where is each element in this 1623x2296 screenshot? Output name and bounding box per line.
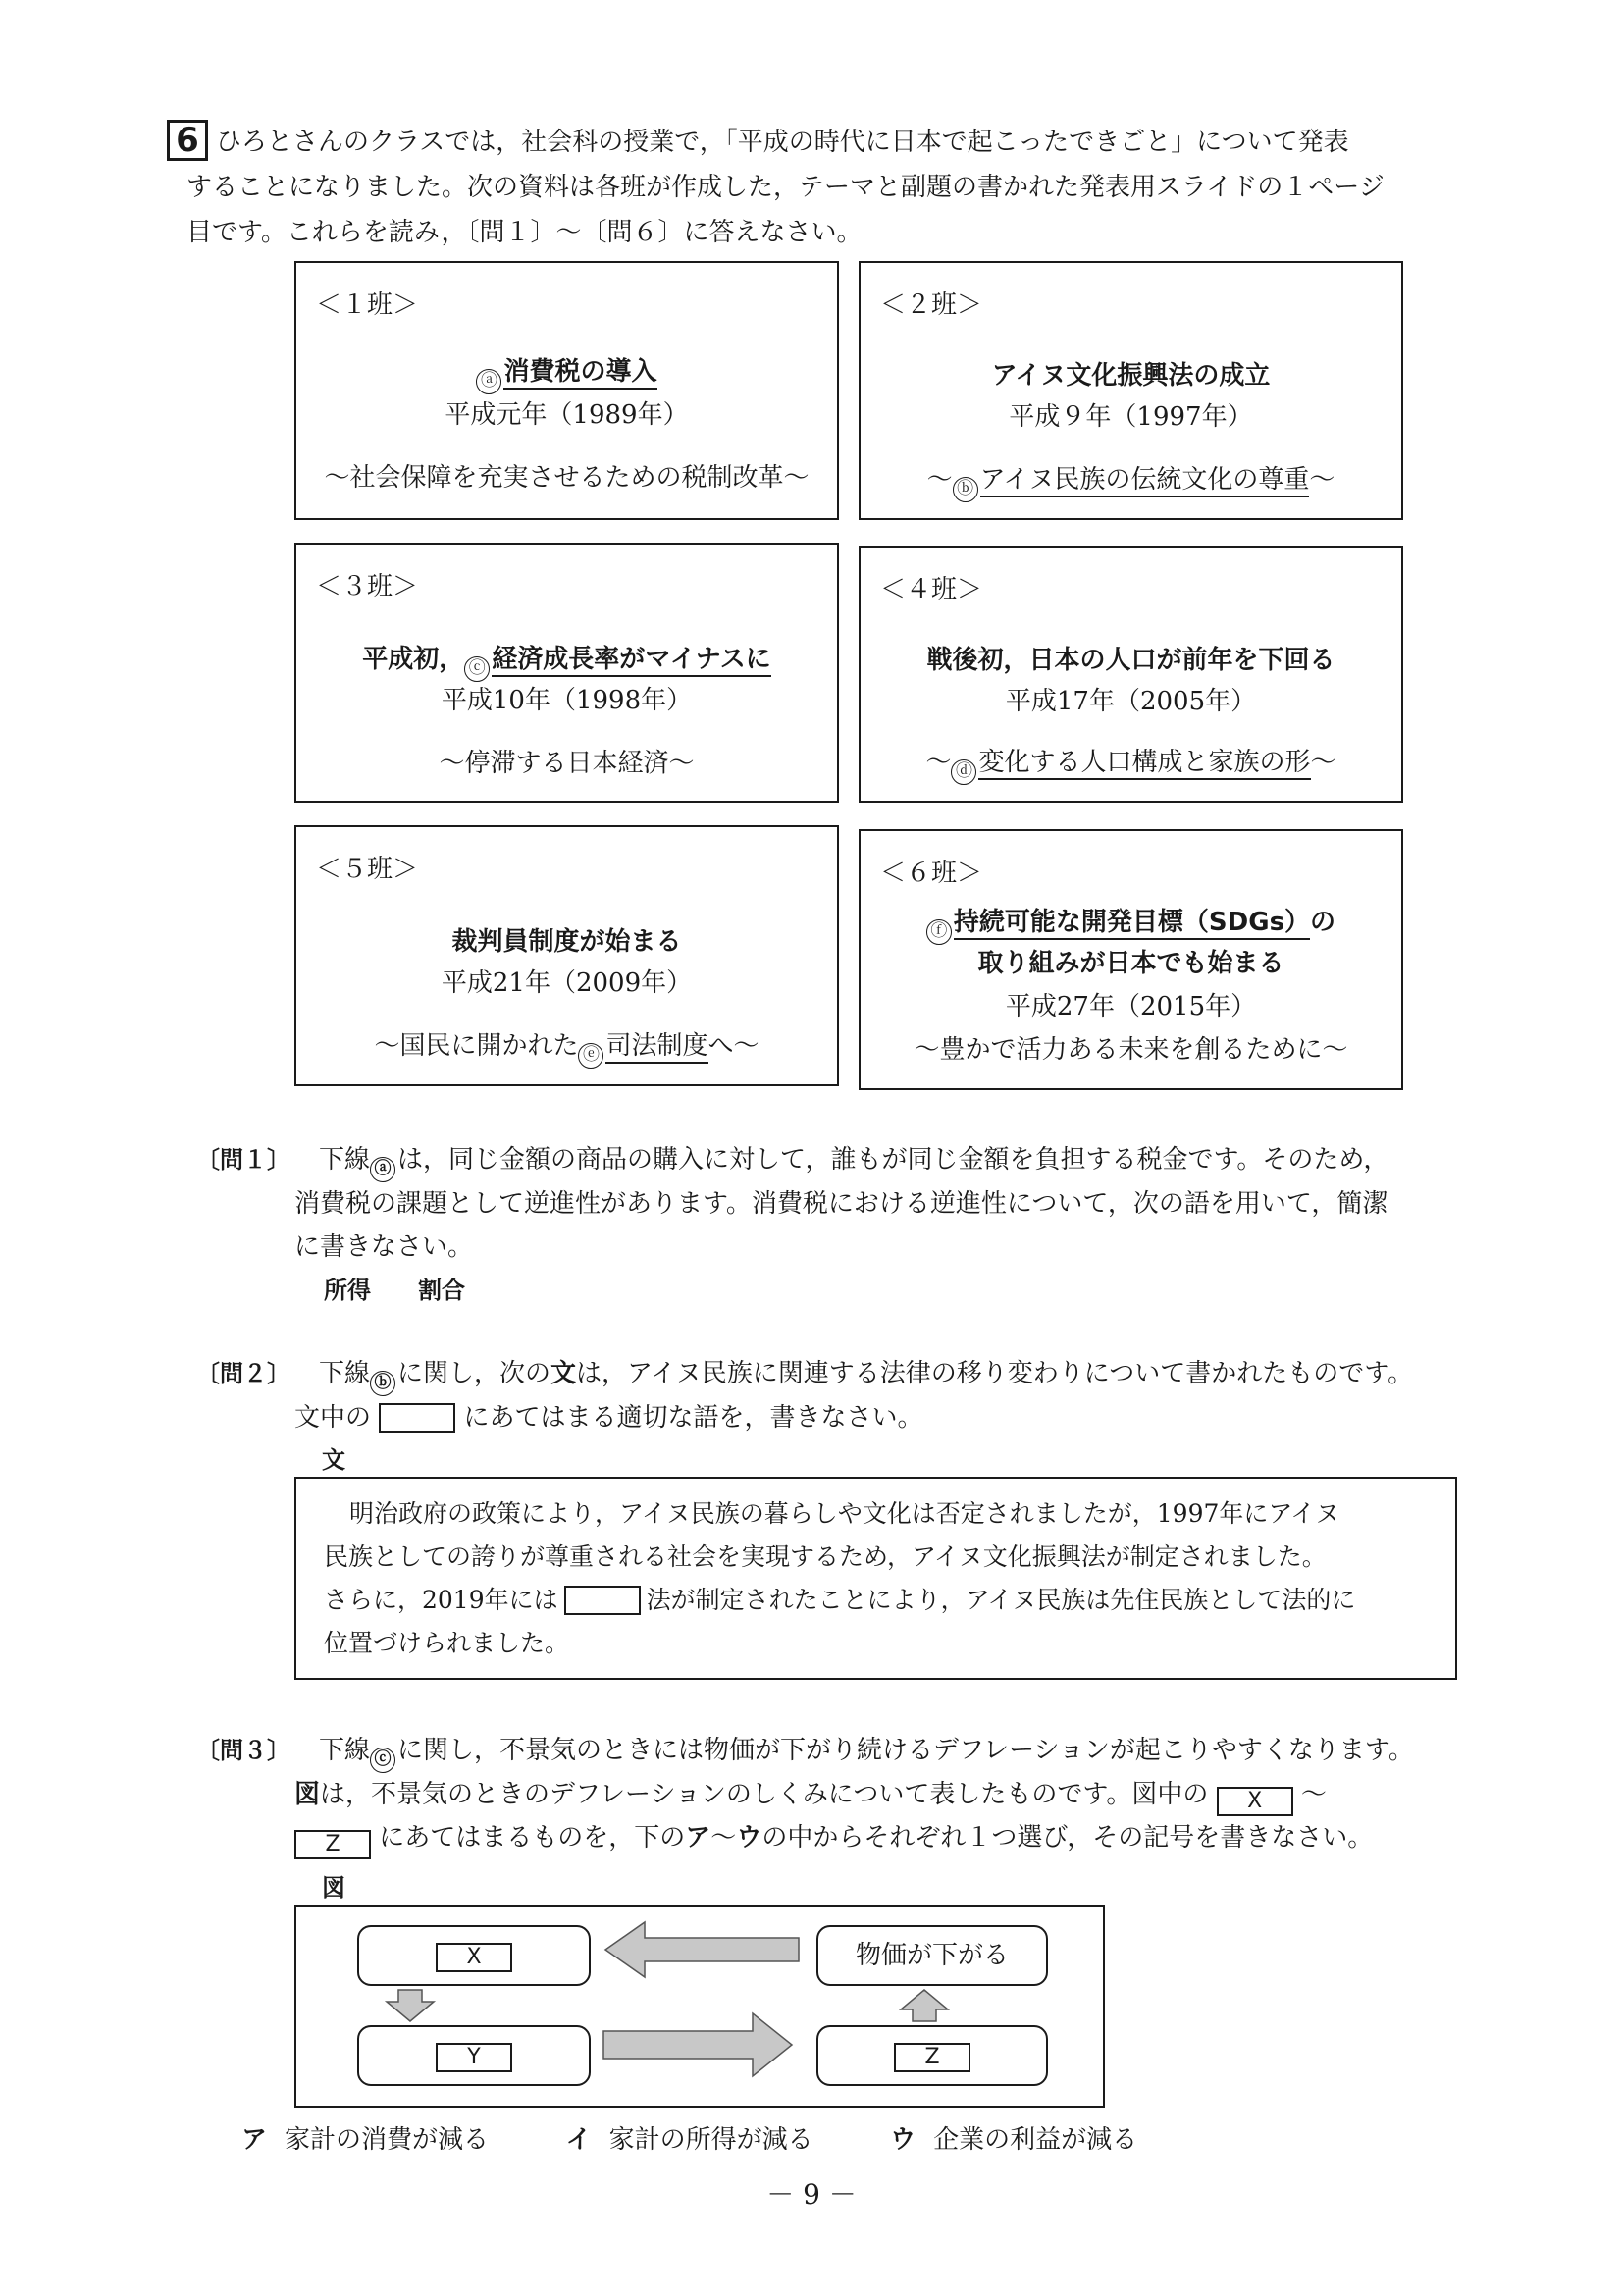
slide-subtitle: [861, 742, 1401, 785]
slide-group-label: ＜２班＞: [880, 290, 983, 320]
slide-title-post: の: [1310, 908, 1336, 937]
slide-title: 戦後初，日本の人口が前年を下回る: [926, 646, 1335, 675]
word-2: 割合: [418, 1277, 465, 1304]
marker-c: ⓒ: [464, 656, 490, 682]
answer-blank-box: [379, 1403, 455, 1433]
slide-title: 裁判員制度が始まる: [451, 927, 682, 957]
slide-title-text: 経済成長率がマイナスに: [492, 645, 770, 677]
slide-title: [296, 639, 837, 682]
slide-title: [296, 351, 837, 394]
question-1-head: 〔問１〕: [196, 1146, 290, 1174]
slide-title-line2: 取り組みが日本でも始まる: [977, 949, 1284, 978]
slide-subtitle: [296, 1025, 837, 1069]
slide-subtitle: [861, 459, 1401, 502]
slide-group-5: [294, 825, 839, 1086]
question-1-line-1: 下線 ⓐ は，同じ金額の商品の購入に対して，誰もが同じ金額を負担する税金です。そのため，: [319, 1138, 1496, 1182]
question-2-line-2: 文中の にあてはまる適切な語を，書きなさい。: [294, 1403, 923, 1433]
word-1: 所得: [324, 1277, 371, 1304]
subtitle-post: ～: [1310, 748, 1336, 777]
page-number: － 9 －: [766, 2178, 857, 2211]
intro-line-3: 目です。これらを読み，〔問１〕～〔問６〕に答えなさい。: [186, 218, 863, 247]
marker-b-ref: ⓑ: [370, 1371, 395, 1396]
slide-title-text: 持続可能な開発目標（SDGs）: [954, 908, 1310, 940]
arrow-left: [605, 1922, 799, 1977]
slide-subtitle: ～豊かで活力ある未来を創るために～: [914, 1035, 1348, 1065]
question-3-head: 〔問３〕: [196, 1737, 290, 1764]
marker-f: ⓕ: [926, 919, 952, 945]
question-2: [0, 1352, 1623, 1431]
choice-a: ア 家計の消費が減る: [241, 2125, 490, 2155]
slide-group-6: [859, 829, 1403, 1090]
slide-group-label: ＜１班＞: [316, 290, 419, 320]
question-1: [0, 1138, 1623, 1315]
marker-d: ⓓ: [951, 759, 976, 785]
question-1-body: [294, 1138, 1496, 1312]
slide-title-text: 消費税の導入: [503, 357, 656, 390]
slide-title: [861, 902, 1401, 945]
slide-year: 平成10年（1998年）: [441, 686, 693, 715]
node-x-box: X: [436, 1943, 512, 1972]
subtitle-pre: ～国民に開かれた: [374, 1031, 579, 1061]
subtitle-underlined: 変化する人口構成と家族の形: [978, 748, 1310, 780]
subtitle-pre: ～: [926, 465, 953, 495]
subtitle-post: ～: [1309, 465, 1335, 495]
question-number: 6: [167, 120, 208, 161]
arrow-right: [603, 2013, 792, 2076]
slide-year: 平成27年（2015年）: [1005, 992, 1257, 1021]
intro-text: [186, 120, 1462, 255]
slide-year: 平成９年（1997年）: [1009, 402, 1253, 432]
subtitle-pre: ～: [925, 748, 952, 777]
marker-a: ⓐ: [476, 369, 501, 394]
arrow-up: [901, 1990, 948, 2021]
text-box: [294, 1477, 1457, 1680]
node-x: [357, 1925, 591, 1986]
slide-group-label: ＜３班＞: [316, 572, 419, 601]
slide-year: 平成21年（2009年）: [441, 968, 693, 998]
deflation-diagram: [294, 1905, 1105, 2108]
slide-group-label: ＜５班＞: [316, 855, 419, 884]
slide-subtitle: ～社会保障を充実させるための税制改革～: [324, 463, 810, 493]
slide-group-1: [294, 261, 839, 520]
node-y: [357, 2025, 591, 2086]
question-1-words: [324, 1269, 1496, 1312]
question-1-line-3: に書きなさい。: [294, 1232, 474, 1262]
marker-b: ⓑ: [953, 477, 978, 502]
question-1-line-2: 消費税の課題として逆進性があります。消費税における逆進性について，次の語を用いて，簡潔: [294, 1189, 1388, 1219]
question-3-line-3: Z にあてはまるものを，下のア～ウの中からそれぞれ１つ選び，その記号を書きなさい。: [294, 1816, 1496, 1859]
text-blank-box: [564, 1586, 641, 1615]
node-y-box: Y: [436, 2043, 512, 2072]
text-line-3: さらに，2019年には 法が制定されたことにより，アイヌ民族は先住民族として法的に: [324, 1586, 1356, 1614]
question-2-line-1: 下線 ⓑ に関し，次の文は，アイヌ民族に関連する法律の移り変わりについて書かれたものです。: [319, 1352, 1496, 1396]
figure-label: 図: [322, 1874, 345, 1902]
slide-year: 平成17年（2005年）: [1005, 687, 1257, 716]
slide-title: アイヌ文化振興法の成立: [991, 361, 1271, 391]
intro-line-1: ひろとさんのクラスでは，社会科の授業で，「平成の時代に日本で起こったできごと」について発表: [216, 128, 1349, 157]
slide-group-4: [859, 546, 1403, 803]
question-2-head: 〔問２〕: [196, 1360, 290, 1387]
box-x: X: [1217, 1787, 1293, 1816]
box-z: Z: [294, 1830, 371, 1859]
marker-c-ref: ⓒ: [370, 1748, 395, 1773]
question-2-body: [294, 1352, 1496, 1439]
marker-e: ⓔ: [578, 1043, 603, 1069]
choice-u: ウ 企業の利益が減る: [890, 2125, 1138, 2155]
subtitle-underlined: アイヌ民族の伝統文化の尊重: [980, 465, 1310, 497]
slide-group-label: ＜４班＞: [880, 575, 983, 604]
subtitle-post: へ～: [707, 1031, 759, 1061]
subtitle-underlined: 司法制度: [605, 1031, 707, 1064]
node-price-falls: 物価が下がる: [816, 1925, 1048, 1986]
slide-year: 平成元年（1989年）: [445, 400, 689, 430]
slide-group-3: [294, 543, 839, 803]
node-z: [816, 2025, 1048, 2086]
arrow-down: [387, 1990, 434, 2021]
slide-group-label: ＜６班＞: [880, 859, 983, 888]
question-3-line-1: 下線 ⓒ に関し，不景気のときには物価が下がり続けるデフレーションが起こりやすくなります。: [319, 1729, 1496, 1773]
question-3-line-2: 図は，不景気のときのデフレーションのしくみについて表したものです。図中の X ～: [294, 1773, 1496, 1816]
text-line-1: 明治政府の政策により，アイヌ民族の暮らしや文化は否定されましたが，1997年にアイヌ: [349, 1499, 1340, 1528]
intro-line-2: することになりました。次の資料は各班が作成した，テーマと副題の書かれた発表用スライドの１ページ: [186, 173, 1385, 202]
marker-a-ref: ⓐ: [370, 1157, 395, 1182]
question-3-body: [294, 1729, 1496, 1859]
text-label: 文: [322, 1446, 345, 1474]
slide-group-2: [859, 261, 1403, 520]
node-z-box: Z: [894, 2043, 970, 2072]
question-3: [0, 1729, 1623, 1866]
text-line-2: 民族としての誇りが尊重される社会を実現するため，アイヌ文化振興法が制定されました。: [324, 1542, 1327, 1571]
slide-title-pre: 平成初，: [362, 645, 465, 674]
choices: [241, 2119, 1137, 2156]
slide-subtitle: ～停滞する日本経済～: [439, 749, 695, 778]
choice-i: イ 家計の所得が減る: [565, 2125, 813, 2155]
text-line-4: 位置づけられました。: [324, 1629, 570, 1657]
